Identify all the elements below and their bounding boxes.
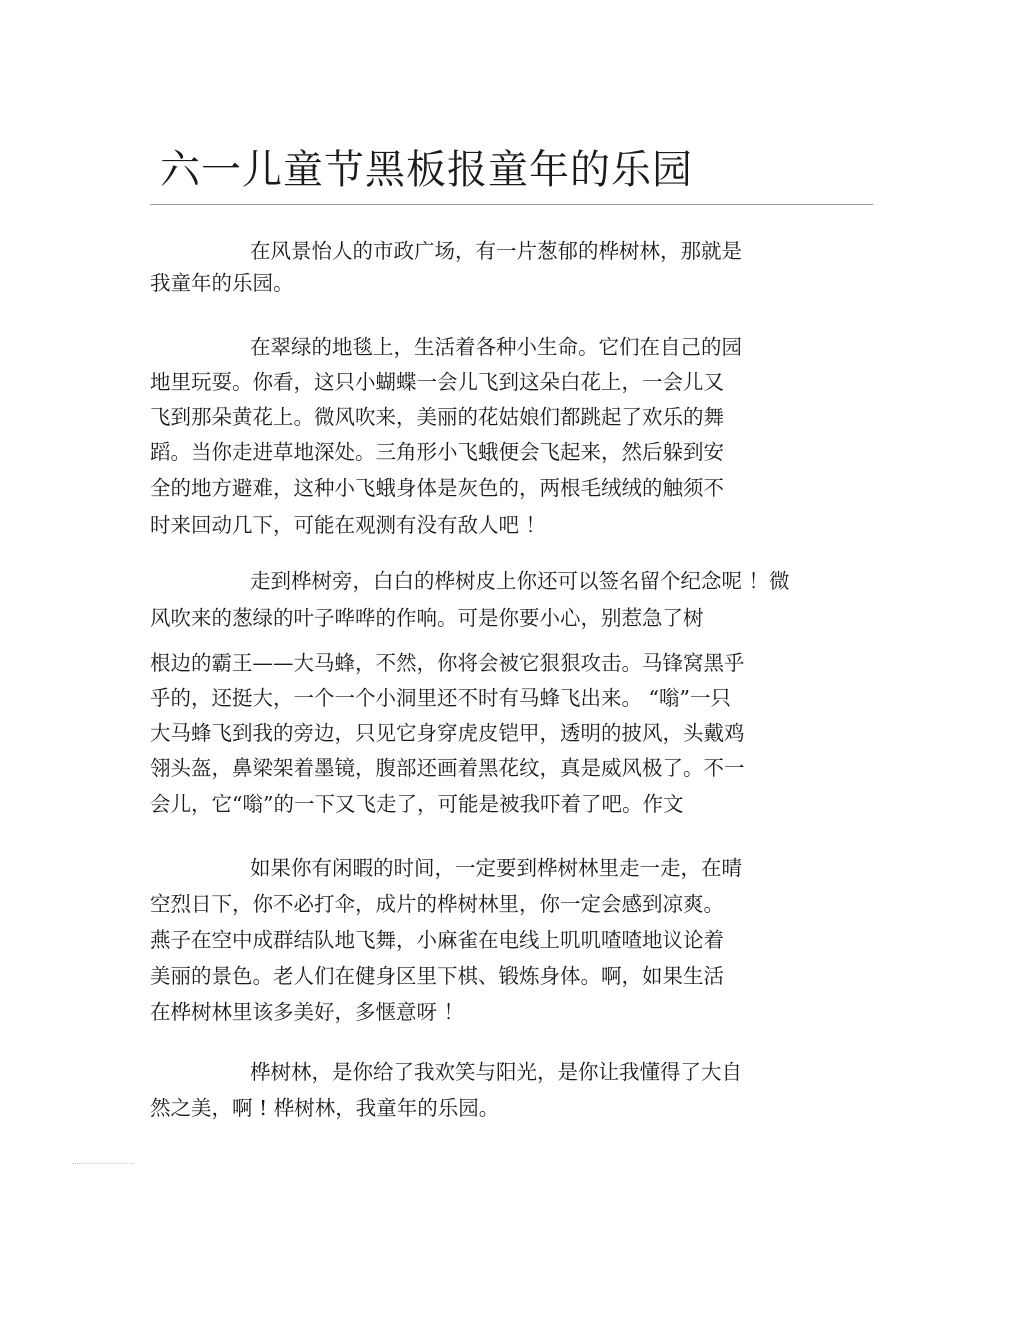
text-line: 全的地方避难，这种小飞蛾身体是灰色的，两根毛绒绒的触须不 <box>150 476 724 500</box>
text-line: 桦树林，是你给了我欢笑与阳光，是你让我懂得了大自 <box>250 1060 742 1084</box>
text-line: 我童年的乐园。 <box>150 271 294 295</box>
text-line: 乎的，还挺大，一个一个小洞里还不时有马蜂飞出来。 “嗡”一只 <box>150 686 731 710</box>
text-line: 燕子在空中成群结队地飞舞，小麻雀在电线上叽叽喳喳地议论着 <box>150 928 724 952</box>
text-line: 根边的霸王——大马蜂，不然，你将会被它狠狠攻击。马锋窝黑乎 <box>150 651 745 675</box>
text-line: 如果你有闲暇的时间，一定要到桦树林里走一走，在晴 <box>250 856 742 880</box>
text-line: 飞到那朵黄花上。微风吹来，美丽的花姑娘们都跳起了欢乐的舞 <box>150 405 724 429</box>
text-line: 地里玩耍。你看，这只小蝴蝶一会儿飞到这朵白花上，一会儿又 <box>150 370 724 394</box>
text-line: 美丽的景色。老人们在健身区里下棋、锻炼身体。啊，如果生活 <box>150 964 724 988</box>
text-line: 蹈。当你走进草地深处。三角形小飞蛾便会飞起来，然后躲到安 <box>150 440 724 464</box>
scan-artifact <box>72 1163 134 1164</box>
text-line: 在风景怡人的市政广场，有一片葱郁的桦树林，那就是 <box>250 239 742 263</box>
text-line: 然之美，啊 ! 桦树林，我童年的乐园。 <box>150 1096 500 1120</box>
document-title: 六一儿童节黑板报童年的乐园 <box>160 147 693 193</box>
text-line: 在翠绿的地毯上，生活着各种小生命。它们在自己的园 <box>250 335 742 359</box>
text-line: 时来回动几下，可能在观测有没有敌人吧 ！ <box>150 513 547 537</box>
text-line: 风吹来的葱绿的叶子哗哗的作响。可是你要小心，别惹急了树 <box>150 606 704 630</box>
text-line: 会儿，它“嗡”的一下又飞走了，可能是被我吓着了吧。作文 <box>150 792 684 816</box>
text-line: 空烈日下，你不必打伞，成片的桦树林里，你一定会感到凉爽。 <box>150 892 724 916</box>
text-line: 大马蜂飞到我的旁边，只见它身穿虎皮铠甲，透明的披风，头戴鸡 <box>150 721 745 745</box>
text-line: 走到桦树旁，白白的桦树皮上你还可以签名留个纪念呢 ！微 <box>250 569 790 593</box>
title-divider <box>150 204 873 205</box>
text-line: 翎头盔，鼻梁架着墨镜，腹部还画着黑花纹，真是威风极了。不一 <box>150 756 745 780</box>
text-line: 在桦树林里该多美好，多惬意呀 ！ <box>150 1000 465 1024</box>
